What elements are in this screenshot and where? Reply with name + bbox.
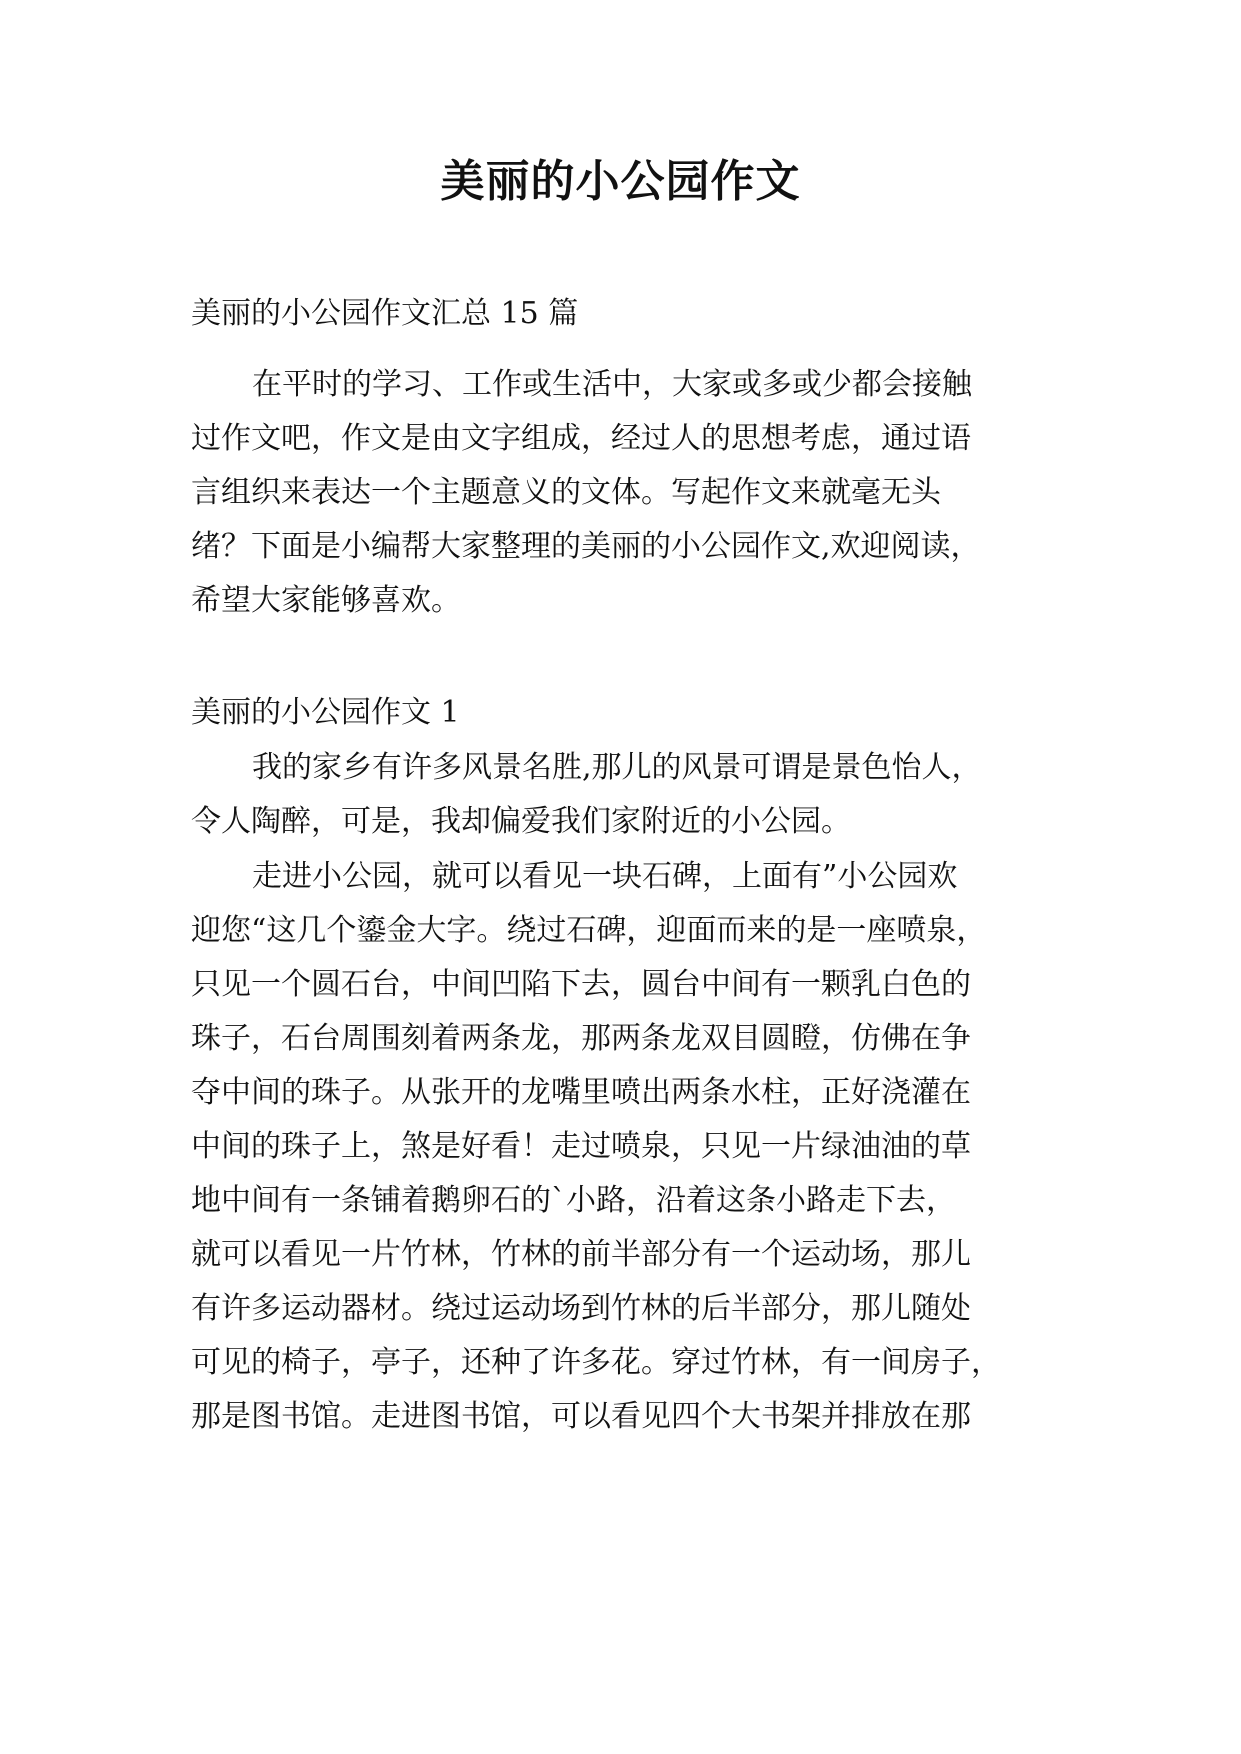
paragraph-line: 夺中间的珠子。从张开的龙嘴里喷出两条水柱，正好浇灌在 xyxy=(191,1075,971,1110)
paragraph-line: 只见一个圆石台，中间凹陷下去，圆台中间有一颗乳白色的 xyxy=(191,967,971,1002)
paragraph-line: 走进小公园，就可以看见一块石碑，上面有”小公园欢 xyxy=(252,859,958,894)
intro-line: 过作文吧，作文是由文字组成，经过人的思想考虑，通过语 xyxy=(191,421,971,456)
paragraph-line: 中间的珠子上，煞是好看！走过喷泉，只见一片绿油油的草 xyxy=(191,1129,971,1164)
paragraph-line: 可见的椅子，亭子，还种了许多花。穿过竹林，有一间房子， xyxy=(191,1345,1001,1380)
intro-line: 在平时的学习、工作或生活中，大家或多或少都会接触 xyxy=(252,367,972,402)
intro-line: 希望大家能够喜欢。 xyxy=(191,583,461,618)
paragraph-line: 有许多运动器材。绕过运动场到竹林的后半部分，那儿随处 xyxy=(191,1291,971,1326)
document-title: 美丽的小公园作文 xyxy=(440,156,801,207)
paragraph-line: 地中间有一条铺着鹅卵石的`小路，沿着这条小路走下去， xyxy=(191,1183,956,1218)
paragraph-line: 珠子，石台周围刻着两条龙，那两条龙双目圆瞪，仿佛在争 xyxy=(191,1021,971,1056)
intro-line: 言组织来表达一个主题意义的文体。写起作文来就毫无头 xyxy=(191,475,941,510)
paragraph-line: 令人陶醉，可是，我却偏爱我们家附近的小公园。 xyxy=(191,804,851,839)
paragraph-line: 我的家乡有许多风景名胜,那儿的风景可谓是景色怡人， xyxy=(252,750,982,785)
paragraph-line: 就可以看见一片竹林，竹林的前半部分有一个运动场，那儿 xyxy=(191,1237,971,1272)
intro-line: 绪？下面是小编帮大家整理的美丽的小公园作文,欢迎阅读， xyxy=(191,529,981,564)
section-heading: 美丽的小公园作文 1 xyxy=(191,695,460,730)
document-subtitle: 美丽的小公园作文汇总 15 篇 xyxy=(191,296,579,331)
paragraph-line: 迎您“这几个鎏金大字。绕过石碑，迎面而来的是一座喷泉， xyxy=(191,913,987,948)
paragraph-line: 那是图书馆。走进图书馆，可以看见四个大书架并排放在那 xyxy=(191,1399,971,1434)
